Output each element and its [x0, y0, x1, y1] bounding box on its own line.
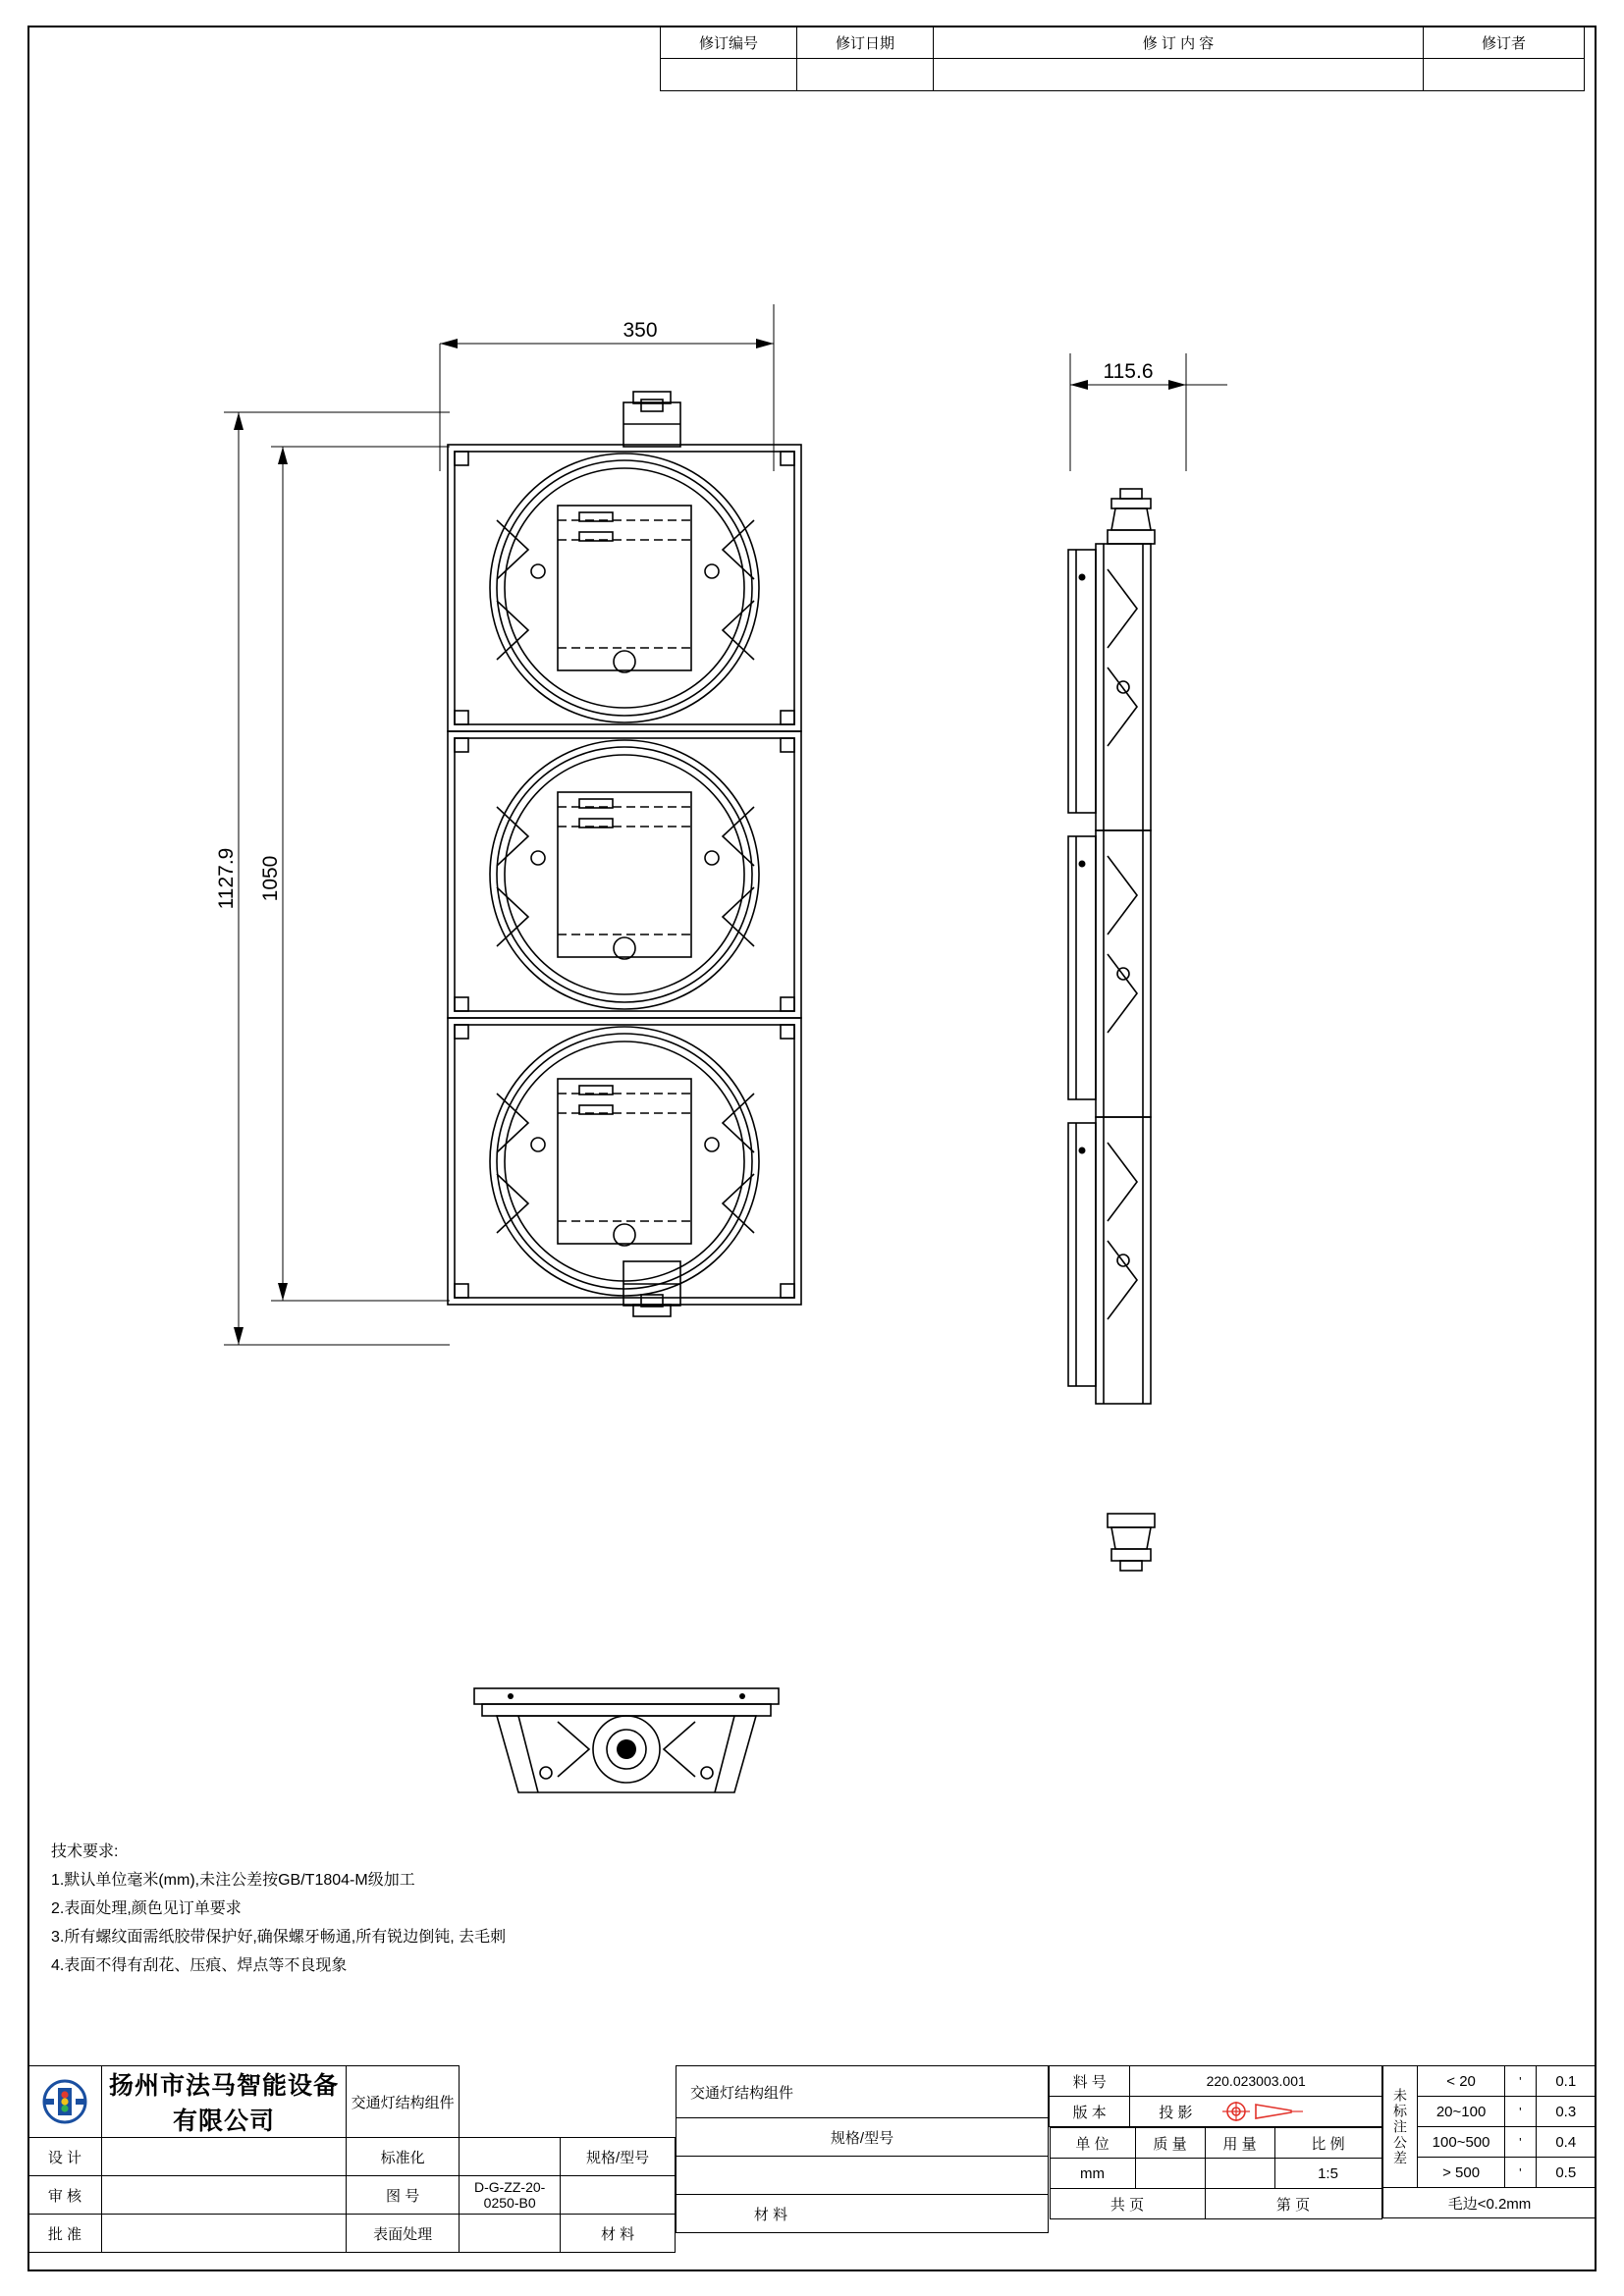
drawing-area: [27, 59, 1597, 2012]
revision-header-author: 修订者: [1424, 27, 1585, 59]
part-name-cell: 交通灯结构组件: [677, 2066, 1049, 2118]
tolerance-sym-2: ': [1505, 2097, 1536, 2127]
tech-item-3: 3.所有螺纹面需纸胶带保护好,确保螺牙畅通,所有锐边倒钝, 去毛刺: [51, 1929, 507, 1946]
label-material: 材 料: [561, 2215, 676, 2253]
label-qty: 用 量: [1205, 2128, 1274, 2159]
dim-1127: [224, 412, 450, 1345]
value-spec-model: [561, 2176, 676, 2215]
dim-label-1050: 1050: [259, 855, 282, 902]
projection-symbol-icon: [1218, 2101, 1379, 2122]
tolerance-sym-4: ': [1505, 2158, 1536, 2188]
value-unit: mm: [1050, 2159, 1135, 2189]
value-qty: [1205, 2159, 1274, 2189]
total-pages: 共 页: [1050, 2189, 1205, 2219]
tolerance-range-2: 20~100: [1418, 2097, 1505, 2127]
projection-cell: [1130, 2097, 1382, 2127]
title-block-right: [1049, 2065, 1382, 2214]
label-approve: 批 准: [28, 2215, 102, 2253]
tolerance-value-2: 0.3: [1536, 2097, 1596, 2127]
title-block-left: [27, 2065, 676, 2253]
revision-header-content: 修 订 内 容: [934, 27, 1424, 59]
label-version: 版 本: [1050, 2097, 1130, 2127]
top-bracket: [623, 392, 680, 447]
fama-logo-icon: [42, 2079, 87, 2124]
tolerance-range-1: < 20: [1418, 2066, 1505, 2097]
untagged-tolerance-label: 未标注公差: [1383, 2066, 1418, 2188]
technical-requirements: [51, 1838, 506, 1980]
label-spec-model: 规格/型号: [561, 2138, 676, 2176]
part-name: 交通灯结构组件: [347, 2066, 460, 2138]
company-name: 扬州市法马智能设备有限公司: [101, 2066, 346, 2138]
title-block-mid: [676, 2065, 1049, 2233]
tolerance-value-1: 0.1: [1536, 2066, 1596, 2097]
tech-title: 技术要求:: [51, 1843, 119, 1860]
tolerance-value-4: 0.5: [1536, 2158, 1596, 2188]
tolerance-range-4: > 500: [1418, 2158, 1505, 2188]
value-drawing-no: D-G-ZZ-20-0250-B0: [460, 2176, 561, 2215]
label-material-no: 料 号: [1050, 2066, 1130, 2097]
lamp-housing-1: [448, 445, 801, 731]
lamp-housing-2: [448, 731, 801, 1018]
value-design: [101, 2138, 346, 2176]
tech-item-2: 2.表面处理,颜色见订单要求: [51, 1900, 242, 1917]
dim-label-350: 350: [623, 319, 658, 342]
value-scale: 1:5: [1274, 2159, 1381, 2189]
burr-note: 毛边<0.2mm: [1383, 2188, 1597, 2218]
label-drawing-no: 图 号: [347, 2176, 460, 2215]
label-scale: 比 例: [1274, 2128, 1381, 2159]
tech-item-1: 1.默认单位毫米(mm),未注公差按GB/T1804-M级加工: [51, 1872, 415, 1889]
spec-model-label-cell: 规格/型号: [677, 2118, 1049, 2157]
value-material-no: 220.023003.001: [1130, 2066, 1382, 2097]
traffic-light-drawing: [27, 59, 1597, 2012]
value-approve: [101, 2215, 346, 2253]
bottom-section-view: [474, 1688, 779, 1792]
value-surface: [460, 2215, 561, 2253]
tolerance-value-3: 0.4: [1536, 2127, 1596, 2158]
title-block: [27, 2065, 1597, 2271]
tolerance-block: [1382, 2065, 1597, 2218]
tolerance-sym-3: ': [1505, 2127, 1536, 2158]
dim-350: [440, 304, 774, 471]
dim-label-115: 115.6: [1103, 360, 1154, 383]
page-no: 第 页: [1205, 2189, 1381, 2219]
value-review: [101, 2176, 346, 2215]
label-projection: 投 影: [1159, 2104, 1193, 2121]
label-design: 设 计: [28, 2138, 102, 2176]
side-view: [1068, 489, 1155, 1571]
tolerance-sym-1: ': [1505, 2066, 1536, 2097]
label-mass: 质 量: [1135, 2128, 1205, 2159]
tech-item-4: 4.表面不得有刮花、压痕、焊点等不良现象: [51, 1957, 348, 1974]
revision-header-no: 修订编号: [661, 27, 797, 59]
label-surface: 表面处理: [347, 2215, 460, 2253]
label-unit: 单 位: [1050, 2128, 1135, 2159]
label-standardize: 标准化: [347, 2138, 460, 2176]
tolerance-range-3: 100~500: [1418, 2127, 1505, 2158]
company-logo: [28, 2066, 102, 2138]
value-standardize: [460, 2138, 561, 2176]
dim-1050: [271, 447, 450, 1301]
material-value-cell: [862, 2204, 1045, 2224]
label-review: 审 核: [28, 2176, 102, 2215]
first-angle-projection-icon: [1220, 2101, 1305, 2122]
revision-header-row: [661, 27, 1585, 59]
dim-label-1127: 1127.9: [215, 847, 238, 910]
value-mass: [1135, 2159, 1205, 2189]
revision-header-date: 修订日期: [797, 27, 934, 59]
spec-model-value-cell: [677, 2157, 1049, 2195]
material-label-cell: 材 料: [753, 2206, 788, 2223]
